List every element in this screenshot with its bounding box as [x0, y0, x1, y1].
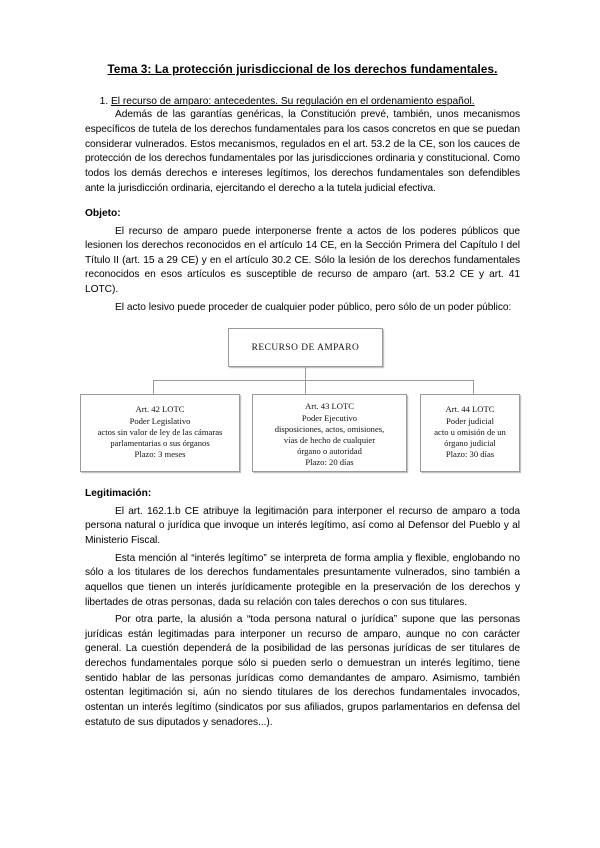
node-article: Art. 43 LOTC [305, 401, 354, 412]
diagram-root-box [228, 328, 383, 367]
node-scope-line-2: parlamentarias o sus órganos [110, 437, 210, 448]
node-scope-line-1: acto u omisión de un [434, 426, 506, 437]
legitimacion-paragraph-2: Esta mención al “interés legítimo” se interpreta de forma amplia y flexible, englobando no sólo a los titulares de los derechos fundamentales presuntamente vulnerados, sino también a aquellos que tienen un interés jurídicamente protegible en la preservación de los derechos y libertades de otras personas, dada su relación con tales derechos o con sus titulares. [85, 552, 520, 608]
node-scope-line-2: órgano judicial [444, 437, 496, 448]
node-deadline: Plazo: 3 meses [134, 449, 186, 460]
legitimacion-paragraph-1: El art. 162.1.b CE atribuye la legitimación para interponer el recurso de amparo a toda persona natural o jurídica que invoque un interés legítimo, así como al Defensor del Pueblo y al Ministerio Fiscal. [85, 505, 520, 546]
connector-drop-right [473, 380, 474, 394]
node-scope-line-1: actos sin valor de ley de las cámaras [97, 426, 223, 437]
recurso-de-amparo-diagram [80, 324, 520, 476]
objeto-paragraph-1: El recurso de amparo puede interponerse frente a actos de los poderes públicos que lesionen los derechos reconocidos en el artículo 14 CE, en la Sección Primera del Capítulo I del Título II (art. 15 a 29 CE) y en el artículo 30.2 CE. Sólo la lesión de los derechos fundamentales reconocidos en esos artículos es susceptible de recurso de amparo (art. 53.2 CE y art. 41 LOTC). [85, 225, 520, 296]
intro-paragraph: Además de las garantías genéricas, la Constitución prevé, también, unos mecanismos específicos de tutela de los derechos fundamentales para los casos concretos en que se puedan considerar vulnerados. Estos mecanismos, regulados en el art. 53.2 de la CE, son los cauces de protección de los derechos fundamentales por las jurisdicciones ordinaria y constitucional. Como todos los demás derechos e intereses legítimos, los derechos fundamentales son defendibles ante la jurisdicción ordinaria, ejercitando el derecho a la tutela judicial efectiva. [85, 109, 520, 194]
page-title: Tema 3: La protección jurisdiccional de los derechos fundamentales. [107, 63, 498, 76]
node-scope-line-2: vías de hecho de cualquier [283, 434, 376, 445]
numbered-section-list [85, 95, 520, 109]
connector-drop-left [153, 380, 154, 394]
diagram-node-art-44 [420, 394, 520, 472]
node-power: Poder judicial [446, 415, 494, 426]
node-article: Art. 42 LOTC [135, 404, 185, 415]
section-1-heading: El recurso de amparo: antecedentes. Su regulación en el ordenamiento español. [111, 95, 475, 107]
connector-stem [305, 367, 306, 381]
node-power: Poder Legislativo [129, 415, 191, 426]
diagram-root-label: RECURSO DE AMPARO [251, 342, 360, 353]
node-scope-line-1: disposiciones, actos, omisiones, [274, 423, 385, 434]
node-deadline: Plazo: 30 días [445, 449, 495, 460]
list-item [111, 95, 520, 109]
connector-drop-center [305, 380, 306, 394]
node-power: Poder Ejecutivo [301, 412, 358, 423]
diagram-node-art-42 [80, 394, 240, 472]
node-scope-line-3: órgano o autoridad [297, 446, 362, 457]
legitimacion-heading: Legitimación: [85, 488, 152, 500]
node-deadline: Plazo: 20 días [305, 457, 354, 468]
legitimacion-paragraph-3: Por otra parte, la alusión a “toda persona natural o jurídica” supone que las personas jurídicas están legitimadas para interponer un recurso de amparo, aunque no con carácter general. La cuestión dependerá de la posibilidad de las personas jurídicas de ser titulares de derechos fundamentales porque sólo si pueden serlo o demuestran un interés legítimo, tiene sentido hablar de las personas jurídicas como demandantes de amparo. Asimismo, también ostentan legitimación si, aún no siendo titulares de los derechos fundamentales invocados, ostentan un interés legítimo (sindicatos por sus afiliados, grupos parlamentarios en defensa del estatuto de sus diputados y senadores...). [85, 614, 520, 728]
node-article: Art. 44 LOTC [445, 404, 495, 415]
connector-bus [153, 380, 474, 381]
objeto-heading: Objeto: [85, 208, 121, 220]
diagram-node-art-43 [252, 394, 407, 472]
objeto-paragraph-2: El acto lesivo puede proceder de cualquier poder público, pero sólo de un poder público: [115, 301, 512, 313]
